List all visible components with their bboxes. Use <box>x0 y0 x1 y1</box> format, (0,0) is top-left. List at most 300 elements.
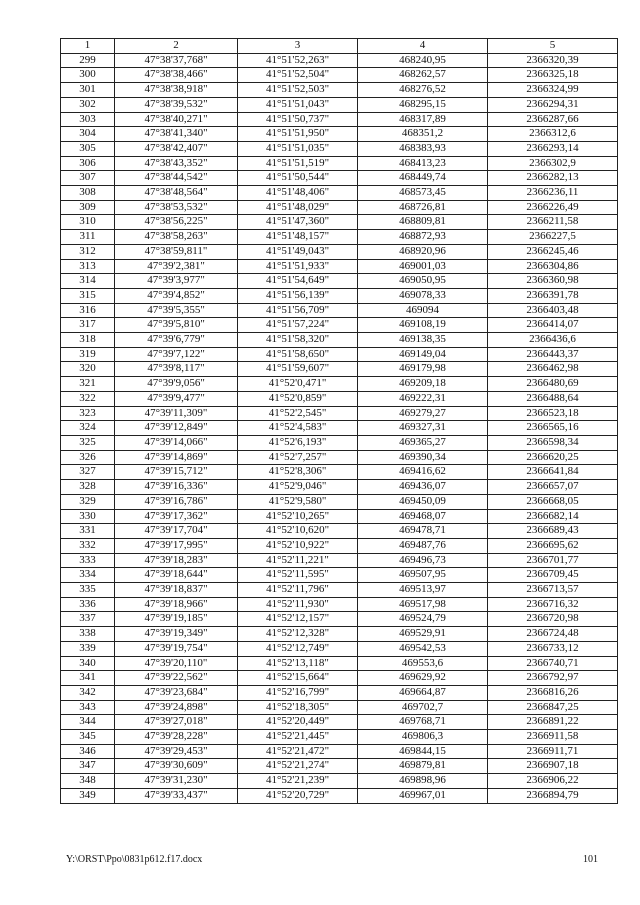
table-cell: 2366462,98 <box>488 362 618 377</box>
table-cell: 334 <box>61 568 115 583</box>
table-row <box>61 671 618 686</box>
table-cell: 2366226,49 <box>488 200 618 215</box>
table-cell: 47°39'17,995" <box>115 538 238 553</box>
table-row <box>61 112 618 127</box>
footer-file-path: Y:\ORST\Ppo\0831p612.f17.docx <box>66 854 203 865</box>
table-cell: 41°52'11,796" <box>238 583 358 598</box>
table-cell: 47°39'27,018" <box>115 715 238 730</box>
table-cell: 469279,27 <box>358 406 488 421</box>
table-cell: 47°39'30,609" <box>115 759 238 774</box>
table-cell: 41°52'9,046" <box>238 480 358 495</box>
table-row <box>61 215 618 230</box>
table-cell: 468240,95 <box>358 53 488 68</box>
table-row <box>61 597 618 612</box>
table-cell: 343 <box>61 700 115 715</box>
table-row <box>61 83 618 98</box>
table-cell: 41°52'18,305" <box>238 700 358 715</box>
table-header-row <box>61 39 618 54</box>
table-row <box>61 715 618 730</box>
table-cell: 41°51'52,504" <box>238 68 358 83</box>
table-cell: 335 <box>61 583 115 598</box>
table-cell: 2366287,66 <box>488 112 618 127</box>
table-cell: 2366565,16 <box>488 421 618 436</box>
table-cell: 469524,79 <box>358 612 488 627</box>
table-cell: 47°39'6,779" <box>115 333 238 348</box>
table-cell: 41°51'47,360" <box>238 215 358 230</box>
table-cell: 41°52'10,620" <box>238 524 358 539</box>
table-cell: 315 <box>61 288 115 303</box>
table-cell: 2366906,22 <box>488 774 618 789</box>
table-cell: 303 <box>61 112 115 127</box>
column-header-1: 1 <box>61 39 115 54</box>
table-cell: 47°39'8,117" <box>115 362 238 377</box>
table-cell: 469898,96 <box>358 774 488 789</box>
table-cell: 41°52'21,472" <box>238 744 358 759</box>
table-cell: 469436,07 <box>358 480 488 495</box>
table-cell: 468276,52 <box>358 83 488 98</box>
table-cell: 304 <box>61 127 115 142</box>
table-body <box>61 53 618 803</box>
table-cell: 469327,31 <box>358 421 488 436</box>
table-cell: 318 <box>61 333 115 348</box>
table-cell: 340 <box>61 656 115 671</box>
table-cell: 41°51'52,263" <box>238 53 358 68</box>
table-cell: 47°38'39,532" <box>115 97 238 112</box>
table-cell: 47°39'28,228" <box>115 730 238 745</box>
table-row <box>61 362 618 377</box>
table-cell: 312 <box>61 244 115 259</box>
table-cell: 41°51'59,607" <box>238 362 358 377</box>
table-cell: 468295,15 <box>358 97 488 112</box>
table-cell: 41°51'51,950" <box>238 127 358 142</box>
table-cell: 41°52'11,221" <box>238 553 358 568</box>
table-cell: 41°51'50,544" <box>238 171 358 186</box>
table-row <box>61 333 618 348</box>
table-cell: 47°39'9,477" <box>115 391 238 406</box>
table-cell: 468726,81 <box>358 200 488 215</box>
table-row <box>61 524 618 539</box>
table-cell: 47°39'7,122" <box>115 347 238 362</box>
table-cell: 41°51'58,650" <box>238 347 358 362</box>
table-cell: 41°51'54,649" <box>238 274 358 289</box>
table-cell: 47°39'4,852" <box>115 288 238 303</box>
table-cell: 469478,71 <box>358 524 488 539</box>
table-cell: 325 <box>61 435 115 450</box>
table-cell: 2366911,71 <box>488 744 618 759</box>
table-cell: 330 <box>61 509 115 524</box>
table-cell: 317 <box>61 318 115 333</box>
table-row <box>61 156 618 171</box>
table-cell: 41°52'12,157" <box>238 612 358 627</box>
table-cell: 2366620,25 <box>488 450 618 465</box>
table-cell: 347 <box>61 759 115 774</box>
table-row <box>61 141 618 156</box>
table-cell: 2366391,78 <box>488 288 618 303</box>
table-cell: 47°39'16,336" <box>115 480 238 495</box>
table-cell: 47°39'18,283" <box>115 553 238 568</box>
table-cell: 41°52'12,749" <box>238 641 358 656</box>
table-cell: 469138,35 <box>358 333 488 348</box>
table-cell: 47°38'42,407" <box>115 141 238 156</box>
table-row <box>61 406 618 421</box>
table-cell: 2366641,84 <box>488 465 618 480</box>
table-cell: 468872,93 <box>358 230 488 245</box>
table-cell: 2366724,48 <box>488 627 618 642</box>
table-row <box>61 318 618 333</box>
table-cell: 311 <box>61 230 115 245</box>
table-row <box>61 465 618 480</box>
table-cell: 469209,18 <box>358 377 488 392</box>
table-cell: 307 <box>61 171 115 186</box>
table-cell: 329 <box>61 494 115 509</box>
table-cell: 41°52'10,265" <box>238 509 358 524</box>
table-row <box>61 553 618 568</box>
table-cell: 47°39'5,355" <box>115 303 238 318</box>
table-cell: 41°51'56,709" <box>238 303 358 318</box>
table-cell: 2366480,69 <box>488 377 618 392</box>
table-row <box>61 759 618 774</box>
table-cell: 41°51'50,737" <box>238 112 358 127</box>
table-cell: 469806,3 <box>358 730 488 745</box>
table-cell: 2366436,6 <box>488 333 618 348</box>
table-cell: 337 <box>61 612 115 627</box>
table-cell: 41°52'13,118" <box>238 656 358 671</box>
table-cell: 47°38'56,225" <box>115 215 238 230</box>
table-cell: 2366443,37 <box>488 347 618 362</box>
table-cell: 349 <box>61 788 115 803</box>
table-cell: 47°39'18,837" <box>115 583 238 598</box>
table-cell: 41°51'48,406" <box>238 186 358 201</box>
coordinates-table <box>60 38 618 804</box>
table-cell: 47°38'38,918" <box>115 83 238 98</box>
table-cell: 41°52'20,729" <box>238 788 358 803</box>
column-header-3: 3 <box>238 39 358 54</box>
table-cell: 469487,76 <box>358 538 488 553</box>
table-cell: 41°52'11,930" <box>238 597 358 612</box>
table-cell: 313 <box>61 259 115 274</box>
table-cell: 469529,91 <box>358 627 488 642</box>
table-row <box>61 303 618 318</box>
table-cell: 41°52'21,274" <box>238 759 358 774</box>
table-cell: 2366324,99 <box>488 83 618 98</box>
table-cell: 47°38'48,564" <box>115 186 238 201</box>
table-cell: 41°52'11,595" <box>238 568 358 583</box>
table-cell: 47°39'3,977" <box>115 274 238 289</box>
table-cell: 333 <box>61 553 115 568</box>
table-cell: 469179,98 <box>358 362 488 377</box>
table-cell: 469517,98 <box>358 597 488 612</box>
table-row <box>61 774 618 789</box>
table-cell: 309 <box>61 200 115 215</box>
table-cell: 469149,04 <box>358 347 488 362</box>
table-cell: 47°39'9,056" <box>115 377 238 392</box>
table-row <box>61 259 618 274</box>
table-cell: 41°52'12,328" <box>238 627 358 642</box>
table-cell: 469222,31 <box>358 391 488 406</box>
table-cell: 323 <box>61 406 115 421</box>
table-row <box>61 450 618 465</box>
footer-page-number: 101 <box>583 854 598 865</box>
table-cell: 47°38'41,340" <box>115 127 238 142</box>
table-cell: 2366236,11 <box>488 186 618 201</box>
table-cell: 41°51'48,029" <box>238 200 358 215</box>
table-cell: 469967,01 <box>358 788 488 803</box>
table-cell: 2366488,64 <box>488 391 618 406</box>
table-cell: 47°39'16,786" <box>115 494 238 509</box>
table-row <box>61 171 618 186</box>
table-cell: 47°39'19,754" <box>115 641 238 656</box>
table-cell: 47°39'20,110" <box>115 656 238 671</box>
table-cell: 469542,53 <box>358 641 488 656</box>
table-row <box>61 127 618 142</box>
table-cell: 468383,93 <box>358 141 488 156</box>
table-cell: 2366792,97 <box>488 671 618 686</box>
table-cell: 2366282,13 <box>488 171 618 186</box>
table-cell: 469507,95 <box>358 568 488 583</box>
table-cell: 469513,97 <box>358 583 488 598</box>
table-cell: 469468,07 <box>358 509 488 524</box>
table-row <box>61 421 618 436</box>
table-cell: 2366668,05 <box>488 494 618 509</box>
table-row <box>61 583 618 598</box>
table-cell: 47°39'17,362" <box>115 509 238 524</box>
table-row <box>61 377 618 392</box>
table-cell: 41°52'20,449" <box>238 715 358 730</box>
table-cell: 310 <box>61 215 115 230</box>
table-cell: 47°39'11,309" <box>115 406 238 421</box>
table-cell: 2366312,6 <box>488 127 618 142</box>
table-row <box>61 68 618 83</box>
table-cell: 47°38'44,542" <box>115 171 238 186</box>
table-cell: 469050,95 <box>358 274 488 289</box>
table-cell: 306 <box>61 156 115 171</box>
table-cell: 41°52'8,306" <box>238 465 358 480</box>
table-cell: 41°52'6,193" <box>238 435 358 450</box>
table-cell: 41°52'9,580" <box>238 494 358 509</box>
table-cell: 47°39'15,712" <box>115 465 238 480</box>
table-cell: 47°39'22,562" <box>115 671 238 686</box>
table-cell: 2366713,57 <box>488 583 618 598</box>
table-cell: 47°38'43,352" <box>115 156 238 171</box>
column-header-5: 5 <box>488 39 618 54</box>
table-cell: 302 <box>61 97 115 112</box>
table-row <box>61 435 618 450</box>
table-cell: 41°51'52,503" <box>238 83 358 98</box>
table-cell: 47°39'18,966" <box>115 597 238 612</box>
column-header-4: 4 <box>358 39 488 54</box>
table-cell: 2366740,71 <box>488 656 618 671</box>
table-cell: 2366847,25 <box>488 700 618 715</box>
table-row <box>61 744 618 759</box>
table-cell: 41°51'51,043" <box>238 97 358 112</box>
table-cell: 2366245,46 <box>488 244 618 259</box>
table-cell: 2366523,18 <box>488 406 618 421</box>
table-cell: 469108,19 <box>358 318 488 333</box>
table-cell: 47°38'38,466" <box>115 68 238 83</box>
table-cell: 2366716,32 <box>488 597 618 612</box>
table-cell: 468351,2 <box>358 127 488 142</box>
table-row <box>61 244 618 259</box>
table-cell: 345 <box>61 730 115 745</box>
table-cell: 47°39'18,644" <box>115 568 238 583</box>
table-cell: 342 <box>61 685 115 700</box>
table-cell: 41°52'16,799" <box>238 685 358 700</box>
table-cell: 324 <box>61 421 115 436</box>
table-cell: 344 <box>61 715 115 730</box>
table-cell: 468920,96 <box>358 244 488 259</box>
table-cell: 2366211,58 <box>488 215 618 230</box>
table-cell: 47°39'14,066" <box>115 435 238 450</box>
table-cell: 468573,45 <box>358 186 488 201</box>
table-cell: 2366891,22 <box>488 715 618 730</box>
table-cell: 2366304,86 <box>488 259 618 274</box>
table-row <box>61 274 618 289</box>
table-cell: 308 <box>61 186 115 201</box>
table-row <box>61 230 618 245</box>
table-cell: 2366709,45 <box>488 568 618 583</box>
table-cell: 2366325,18 <box>488 68 618 83</box>
table-cell: 469416,62 <box>358 465 488 480</box>
table-cell: 41°52'21,239" <box>238 774 358 789</box>
table-cell: 469768,71 <box>358 715 488 730</box>
table-row <box>61 700 618 715</box>
table-cell: 41°52'4,583" <box>238 421 358 436</box>
table-cell: 41°51'51,519" <box>238 156 358 171</box>
table-row <box>61 538 618 553</box>
table-cell: 468449,74 <box>358 171 488 186</box>
table-cell: 469629,92 <box>358 671 488 686</box>
table-cell: 339 <box>61 641 115 656</box>
table-cell: 47°38'37,768" <box>115 53 238 68</box>
table-cell: 47°39'31,230" <box>115 774 238 789</box>
table-cell: 2366320,39 <box>488 53 618 68</box>
table-row <box>61 568 618 583</box>
table-row <box>61 494 618 509</box>
table-cell: 336 <box>61 597 115 612</box>
table-cell: 41°51'49,043" <box>238 244 358 259</box>
table-cell: 2366733,12 <box>488 641 618 656</box>
table-cell: 47°39'24,898" <box>115 700 238 715</box>
table-cell: 47°39'14,869" <box>115 450 238 465</box>
table-cell: 301 <box>61 83 115 98</box>
table-cell: 41°51'56,139" <box>238 288 358 303</box>
table-cell: 320 <box>61 362 115 377</box>
table-cell: 346 <box>61 744 115 759</box>
table-cell: 469390,34 <box>358 450 488 465</box>
table-row <box>61 480 618 495</box>
table-cell: 47°38'53,532" <box>115 200 238 215</box>
table-cell: 338 <box>61 627 115 642</box>
table-cell: 469094 <box>358 303 488 318</box>
table-row <box>61 509 618 524</box>
table-cell: 469844,15 <box>358 744 488 759</box>
table-cell: 2366414,07 <box>488 318 618 333</box>
table-cell: 327 <box>61 465 115 480</box>
table-cell: 47°39'23,684" <box>115 685 238 700</box>
table-cell: 41°51'58,320" <box>238 333 358 348</box>
table-cell: 41°51'51,035" <box>238 141 358 156</box>
table-cell: 2366360,98 <box>488 274 618 289</box>
table-row <box>61 347 618 362</box>
table-cell: 47°38'58,263" <box>115 230 238 245</box>
table-cell: 47°39'17,704" <box>115 524 238 539</box>
table-row <box>61 200 618 215</box>
table-row <box>61 612 618 627</box>
table-cell: 47°39'12,849" <box>115 421 238 436</box>
table-cell: 332 <box>61 538 115 553</box>
table-cell: 316 <box>61 303 115 318</box>
table-cell: 47°39'19,185" <box>115 612 238 627</box>
table-cell: 2366302,9 <box>488 156 618 171</box>
table-cell: 2366695,62 <box>488 538 618 553</box>
table-cell: 2366657,07 <box>488 480 618 495</box>
table-cell: 2366598,34 <box>488 435 618 450</box>
table-cell: 41°51'48,157" <box>238 230 358 245</box>
table-row <box>61 391 618 406</box>
table-cell: 41°51'57,224" <box>238 318 358 333</box>
table-cell: 2366907,18 <box>488 759 618 774</box>
table-cell: 41°52'0,859" <box>238 391 358 406</box>
table-cell: 326 <box>61 450 115 465</box>
table-row <box>61 641 618 656</box>
table-cell: 322 <box>61 391 115 406</box>
table-row <box>61 97 618 112</box>
table-cell: 469001,03 <box>358 259 488 274</box>
table-row <box>61 656 618 671</box>
table-cell: 2366911,58 <box>488 730 618 745</box>
table-cell: 41°52'10,922" <box>238 538 358 553</box>
table-cell: 41°52'0,471" <box>238 377 358 392</box>
table-cell: 47°39'19,349" <box>115 627 238 642</box>
table-row <box>61 186 618 201</box>
table-cell: 41°52'2,545" <box>238 406 358 421</box>
table-cell: 469450,09 <box>358 494 488 509</box>
table-cell: 328 <box>61 480 115 495</box>
table-cell: 319 <box>61 347 115 362</box>
table-cell: 2366701,77 <box>488 553 618 568</box>
table-cell: 469078,33 <box>358 288 488 303</box>
table-cell: 47°39'5,810" <box>115 318 238 333</box>
table-cell: 300 <box>61 68 115 83</box>
table-cell: 299 <box>61 53 115 68</box>
table-cell: 305 <box>61 141 115 156</box>
table-row <box>61 730 618 745</box>
table-cell: 341 <box>61 671 115 686</box>
table-row <box>61 288 618 303</box>
table-row <box>61 685 618 700</box>
table-cell: 468809,81 <box>358 215 488 230</box>
table-cell: 2366293,14 <box>488 141 618 156</box>
table-cell: 468413,23 <box>358 156 488 171</box>
column-header-2: 2 <box>115 39 238 54</box>
table-cell: 2366894,79 <box>488 788 618 803</box>
table-cell: 2366294,31 <box>488 97 618 112</box>
table-cell: 331 <box>61 524 115 539</box>
table-cell: 41°52'21,445" <box>238 730 358 745</box>
table-cell: 314 <box>61 274 115 289</box>
table-cell: 41°52'7,257" <box>238 450 358 465</box>
table-cell: 2366682,14 <box>488 509 618 524</box>
table-cell: 468317,89 <box>358 112 488 127</box>
table-cell: 2366227,5 <box>488 230 618 245</box>
table-cell: 2366720,98 <box>488 612 618 627</box>
table-cell: 2366816,26 <box>488 685 618 700</box>
table-cell: 2366403,48 <box>488 303 618 318</box>
table-cell: 469496,73 <box>358 553 488 568</box>
table-row <box>61 627 618 642</box>
table-cell: 47°39'33,437" <box>115 788 238 803</box>
table-cell: 469553,6 <box>358 656 488 671</box>
